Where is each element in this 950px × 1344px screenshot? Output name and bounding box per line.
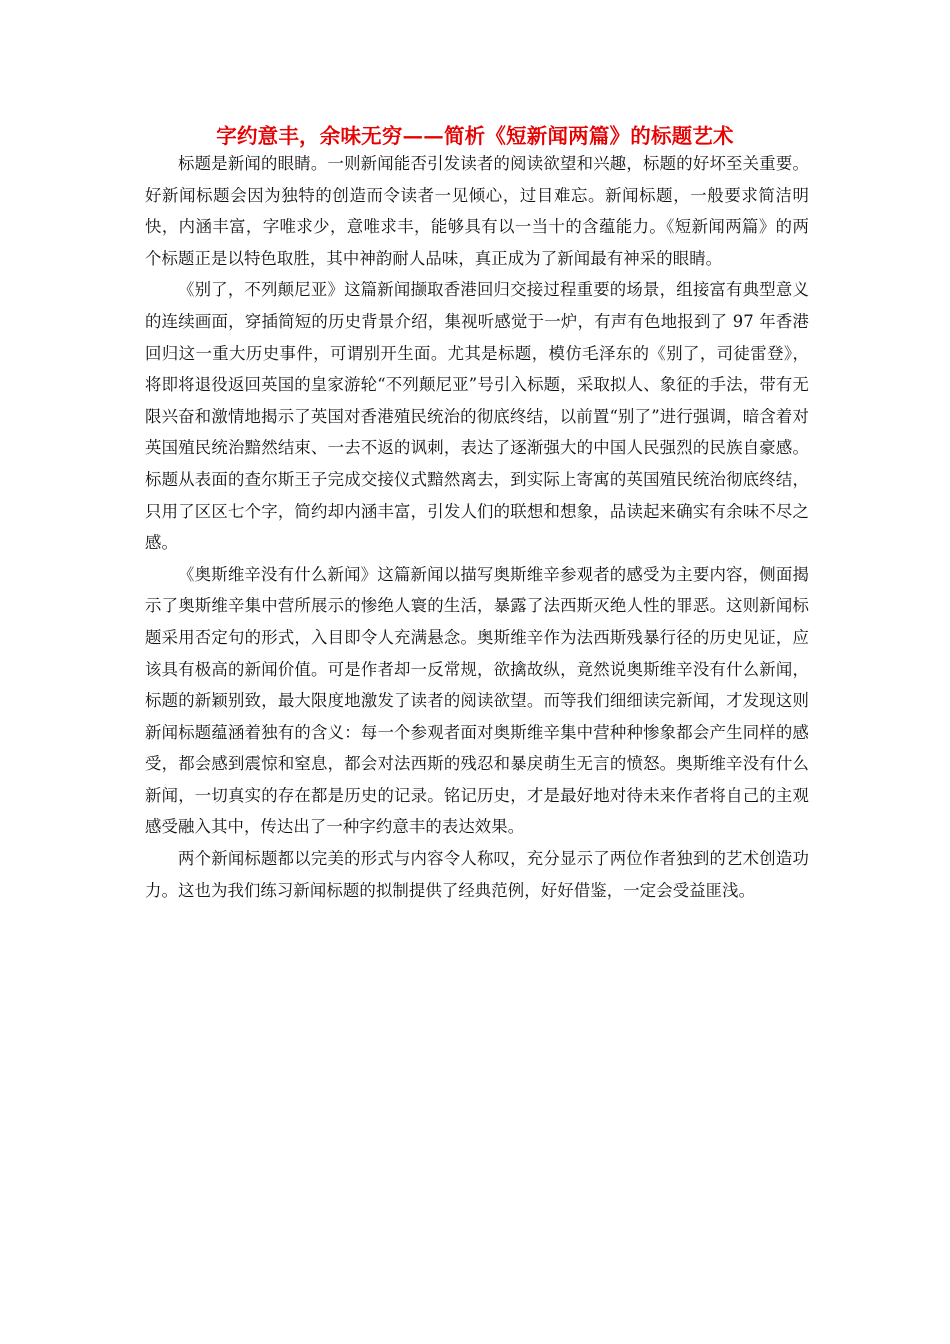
paragraph-auschwitz: 《奥斯维辛没有什么新闻》这篇新闻以描写奥斯维辛参观者的感受为主要内容，侧面揭示了奥斯维辛集中营所展示的惨绝人寰的生活，暴露了法西斯灭绝人性的罪恶。这则新闻标题采用否定句的形式，入目即令人充满悬念。奥斯维辛作为法西斯残暴行径的历史见证，应该具有极高的新闻价值。可是作者却一反常规，欲擒故纵，竟然说奥斯维辛没有什么新闻，标题的新颖别致，最大限度地激发了读者的阅读欲望。而等我们细细读完新闻，才发现这则新闻标题蕴涵着独有的含义：每一个参观者面对奥斯维辛集中营种种惨象都会产生同样的感受，都会感到震惊和窒息，都会对法西斯的残忍和暴戾萌生无言的愤怒。奥斯维辛没有什么新闻，一切真实的存在都是历史的记录。铭记历史，才是最好地对待未来作者将自己的主观感受融入其中，传达出了一种字约意丰的表达效果。 [145,564,809,837]
document-body [145,148,809,906]
paragraph-conclusion: 两个新闻标题都以完美的形式与内容令人称叹，充分显示了两位作者独到的艺术创造功力。这也为我们练习新闻标题的拟制提供了经典范例，好好借鉴，一定会受益匪浅。 [145,849,809,900]
paragraph-farewell-britannia: 《别了，不列颠尼亚》这篇新闻撷取香港回归交接过程重要的场景，组接富有典型意义的连续画面，穿插简短的历史背景介绍，集视听感觉于一炉，有声有色地报到了 97 年香港回归这一重大历史事件，可谓别开生面。尤其是标题，模仿毛泽东的《别了，司徒雷登》，将即将退役返回英国的皇家游轮“不列颠尼亚”号引入标题，采取拟人、象征的手法，带有无限兴奋和激情地揭示了英国对香港殖民统治的彻底终结，以前置“别了”进行强调，暗含着对英国殖民统治黯然结束、一去不返的讽刺，表达了逐渐强大的中国人民强烈的民族自豪感。标题从表面的查尔斯王子完成交接仪式黯然离去，到实际上寄寓的英国殖民统治彻底终结，只用了区区七个字，简约却内涵丰富，引发人们的联想和想象，品读起来确实有余味不尽之感。 [145,280,809,553]
document-title: 字约意丰，余味无穷——简析《短新闻两篇》的标题艺术 [216,124,734,148]
paragraph-intro: 标题是新闻的眼睛。一则新闻能否引发读者的阅读欲望和兴趣，标题的好坏至关重要。好新闻标题会因为独特的创造而令读者一见倾心，过目难忘。新闻标题，一般要求简洁明快，内涵丰富，字唯求少，意唯求丰，能够具有以一当十的含蕴能力。《短新闻两篇》的两个标题正是以特色取胜，其中神韵耐人品味，真正成为了新闻最有神采的眼睛。 [145,154,809,268]
